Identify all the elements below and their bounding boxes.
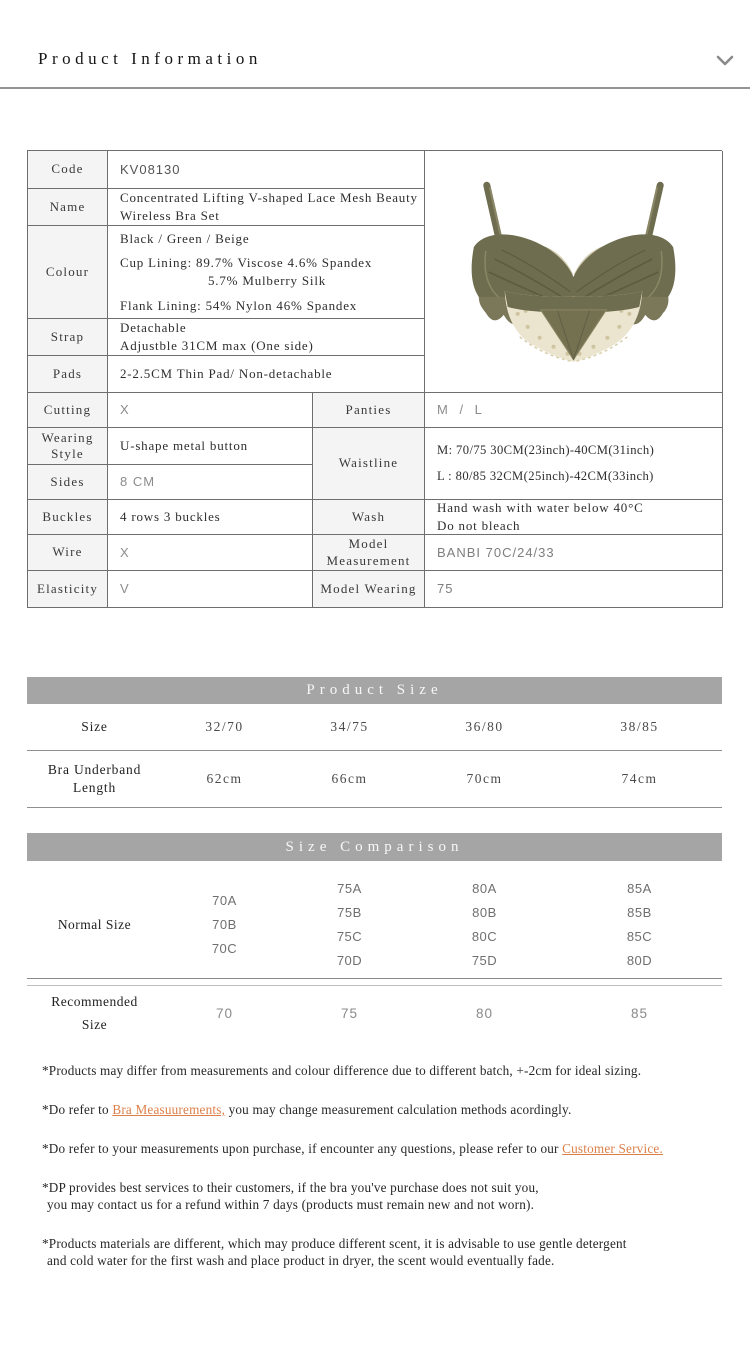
normal-size-col-2 xyxy=(287,871,412,978)
bra-measurements-link[interactable]: Bra Measuurements, xyxy=(112,1102,226,1117)
spec-label-strap: Strap xyxy=(28,319,108,356)
spec-value-wash xyxy=(425,500,723,535)
spec-value-sides: 8 CM xyxy=(108,465,313,500)
page-title: Product Information xyxy=(38,49,262,68)
size-item: 70C xyxy=(211,940,238,956)
note-materials-scent xyxy=(42,1235,714,1269)
size-item: 75D xyxy=(471,952,498,968)
colour-line-2: Cup Lining: 89.7% Viscose 4.6% Spandex 5.7% Mulberry Silk xyxy=(120,255,373,288)
spec-value-model-wearing: 75 xyxy=(425,571,723,608)
normal-size-col-4 xyxy=(557,871,722,978)
spec-label-elasticity: Elasticity xyxy=(28,571,108,608)
spec-label-cutting: Cutting xyxy=(28,393,108,428)
note-text: *Do refer to xyxy=(42,1102,113,1117)
spec-value-strap xyxy=(108,319,425,356)
underband-col-1: 62cm xyxy=(206,771,243,786)
spec-label-code: Code xyxy=(28,151,108,189)
footnotes xyxy=(42,1062,714,1288)
recommended-col-3: 80 xyxy=(475,1006,494,1021)
underband-col-2: 66cm xyxy=(331,771,368,786)
colour-line-3: 5.7% Mulberry Silk xyxy=(208,273,327,288)
recommended-col-4: 85 xyxy=(630,1006,649,1021)
size-item: 85C xyxy=(626,928,653,944)
spec-value-pads: 2-2.5CM Thin Pad/ Non-detachable xyxy=(108,356,425,393)
size-item: 70D xyxy=(336,952,363,968)
product-image xyxy=(425,151,723,393)
strap-line-1: Detachable xyxy=(120,320,187,336)
customer-service-link[interactable]: Customer Service. xyxy=(562,1141,663,1156)
spec-label-pads: Pads xyxy=(28,356,108,393)
note-bra-measurements xyxy=(42,1101,714,1118)
size-row-label: Size xyxy=(81,718,108,734)
strap-line-2: Adjustble 31CM max (One side) xyxy=(120,338,314,353)
wash-line-2: Do not bleach xyxy=(437,518,521,533)
size-item: 80A xyxy=(472,880,497,896)
spec-label-wash: Wash xyxy=(313,500,425,535)
size-item: 75C xyxy=(336,928,363,944)
spec-value-elasticity: V xyxy=(108,571,313,608)
spec-label-buckles: Buckles xyxy=(28,500,108,535)
note-batch-difference: *Products may differ from measurements and colour difference due to different batch, +-2cm for ideal sizing. xyxy=(42,1063,642,1078)
wash-line-1: Hand wash with water below 40°C xyxy=(437,500,644,516)
chevron-down-icon[interactable] xyxy=(716,55,734,67)
normal-size-col-3 xyxy=(412,871,557,978)
recommended-col-2: 75 xyxy=(340,1006,359,1021)
normal-size-col-1 xyxy=(162,871,287,978)
bra-set-illustration xyxy=(425,151,722,392)
note-line-1: *Products materials are different, which may produce different scent, it is advisable to use gentle detergent xyxy=(42,1236,627,1251)
note-text: you may change measurement calculation methods acordingly. xyxy=(225,1102,572,1117)
size-item: 70A xyxy=(212,892,237,908)
product-size-section xyxy=(27,677,722,808)
recommended-size-label: Recommended Size xyxy=(51,993,138,1032)
spec-label-wearing-style: Wearing Style xyxy=(28,428,108,465)
spec-label-name: Name xyxy=(28,189,108,226)
spec-label-colour: Colour xyxy=(28,226,108,319)
product-size-title-bar: Product Size xyxy=(27,677,722,704)
note-text: *Do refer to your measurements upon purchase, if encounter any questions, please refer to our xyxy=(42,1141,563,1156)
normal-size-label: Normal Size xyxy=(57,916,132,932)
colour-line-4: Flank Lining: 54% Nylon 46% Spandex xyxy=(120,297,358,313)
waistline-line-1: M: 70/75 30CM(23inch)-40CM(31inch) xyxy=(437,443,655,457)
size-item: 85B xyxy=(627,904,652,920)
spec-label-model-wearing: Model Wearing xyxy=(313,571,425,608)
size-col-4: 38/85 xyxy=(620,719,659,734)
note-line-2: you may contact us for a refund within 7 days (products must remain new and not worn). xyxy=(47,1197,535,1212)
underband-col-3: 70cm xyxy=(466,771,503,786)
size-comparison-title-bar: Size Comparison xyxy=(27,833,722,861)
spec-value-wire: X xyxy=(108,535,313,571)
spec-value-code: KV08130 xyxy=(108,151,425,189)
spec-value-cutting: X xyxy=(108,393,313,428)
spec-value-panties: M / L xyxy=(425,393,723,428)
page-header xyxy=(0,0,750,89)
spec-value-model-measurement: BANBI 70C/24/33 xyxy=(425,535,723,571)
underband-row-label: Bra Underband Length xyxy=(47,761,142,795)
note-line-2: and cold water for the first wash and place product in dryer, the scent would eventually fade. xyxy=(47,1253,555,1268)
normal-size-row xyxy=(27,861,722,978)
size-item: 80D xyxy=(626,952,653,968)
size-item: 70B xyxy=(212,916,237,932)
recommended-size-row xyxy=(27,986,722,1041)
spec-label-panties: Panties xyxy=(313,393,425,428)
spec-label-wire: Wire xyxy=(28,535,108,571)
product-size-header-row xyxy=(27,704,722,751)
spec-label-model-measurement: Model Measurement xyxy=(313,535,425,571)
spec-value-waistline xyxy=(425,428,723,500)
waistline-line-2: L : 80/85 32CM(25inch)-42CM(33inch) xyxy=(437,469,654,483)
spec-value-buckles: 4 rows 3 buckles xyxy=(108,500,313,535)
size-comparison-section xyxy=(27,833,722,1041)
size-col-3: 36/80 xyxy=(465,719,504,734)
size-col-2: 34/75 xyxy=(330,719,369,734)
underband-col-4: 74cm xyxy=(621,771,658,786)
underband-row xyxy=(27,751,722,808)
spec-label-waistline: Waistline xyxy=(313,428,425,500)
size-item: 85A xyxy=(627,880,652,896)
spec-table xyxy=(27,150,722,608)
size-item: 75B xyxy=(337,904,362,920)
spec-value-name: Concentrated Lifting V-shaped Lace Mesh Beauty Wireless Bra Set xyxy=(108,189,425,226)
colour-line-1: Black / Green / Beige xyxy=(120,230,250,246)
size-item: 80B xyxy=(472,904,497,920)
size-col-1: 32/70 xyxy=(205,719,244,734)
spec-value-wearing-style: U-shape metal button xyxy=(108,428,313,465)
spec-value-colour xyxy=(108,226,425,319)
note-refund-policy xyxy=(42,1179,714,1213)
double-divider-line xyxy=(27,978,722,986)
spec-label-sides: Sides xyxy=(28,465,108,500)
recommended-col-1: 70 xyxy=(215,1006,234,1021)
size-item: 80C xyxy=(471,928,498,944)
size-item: 75A xyxy=(337,880,362,896)
note-line-1: *DP provides best services to their customers, if the bra you've purchase does not suit you, xyxy=(42,1180,539,1195)
note-customer-service xyxy=(42,1140,714,1157)
